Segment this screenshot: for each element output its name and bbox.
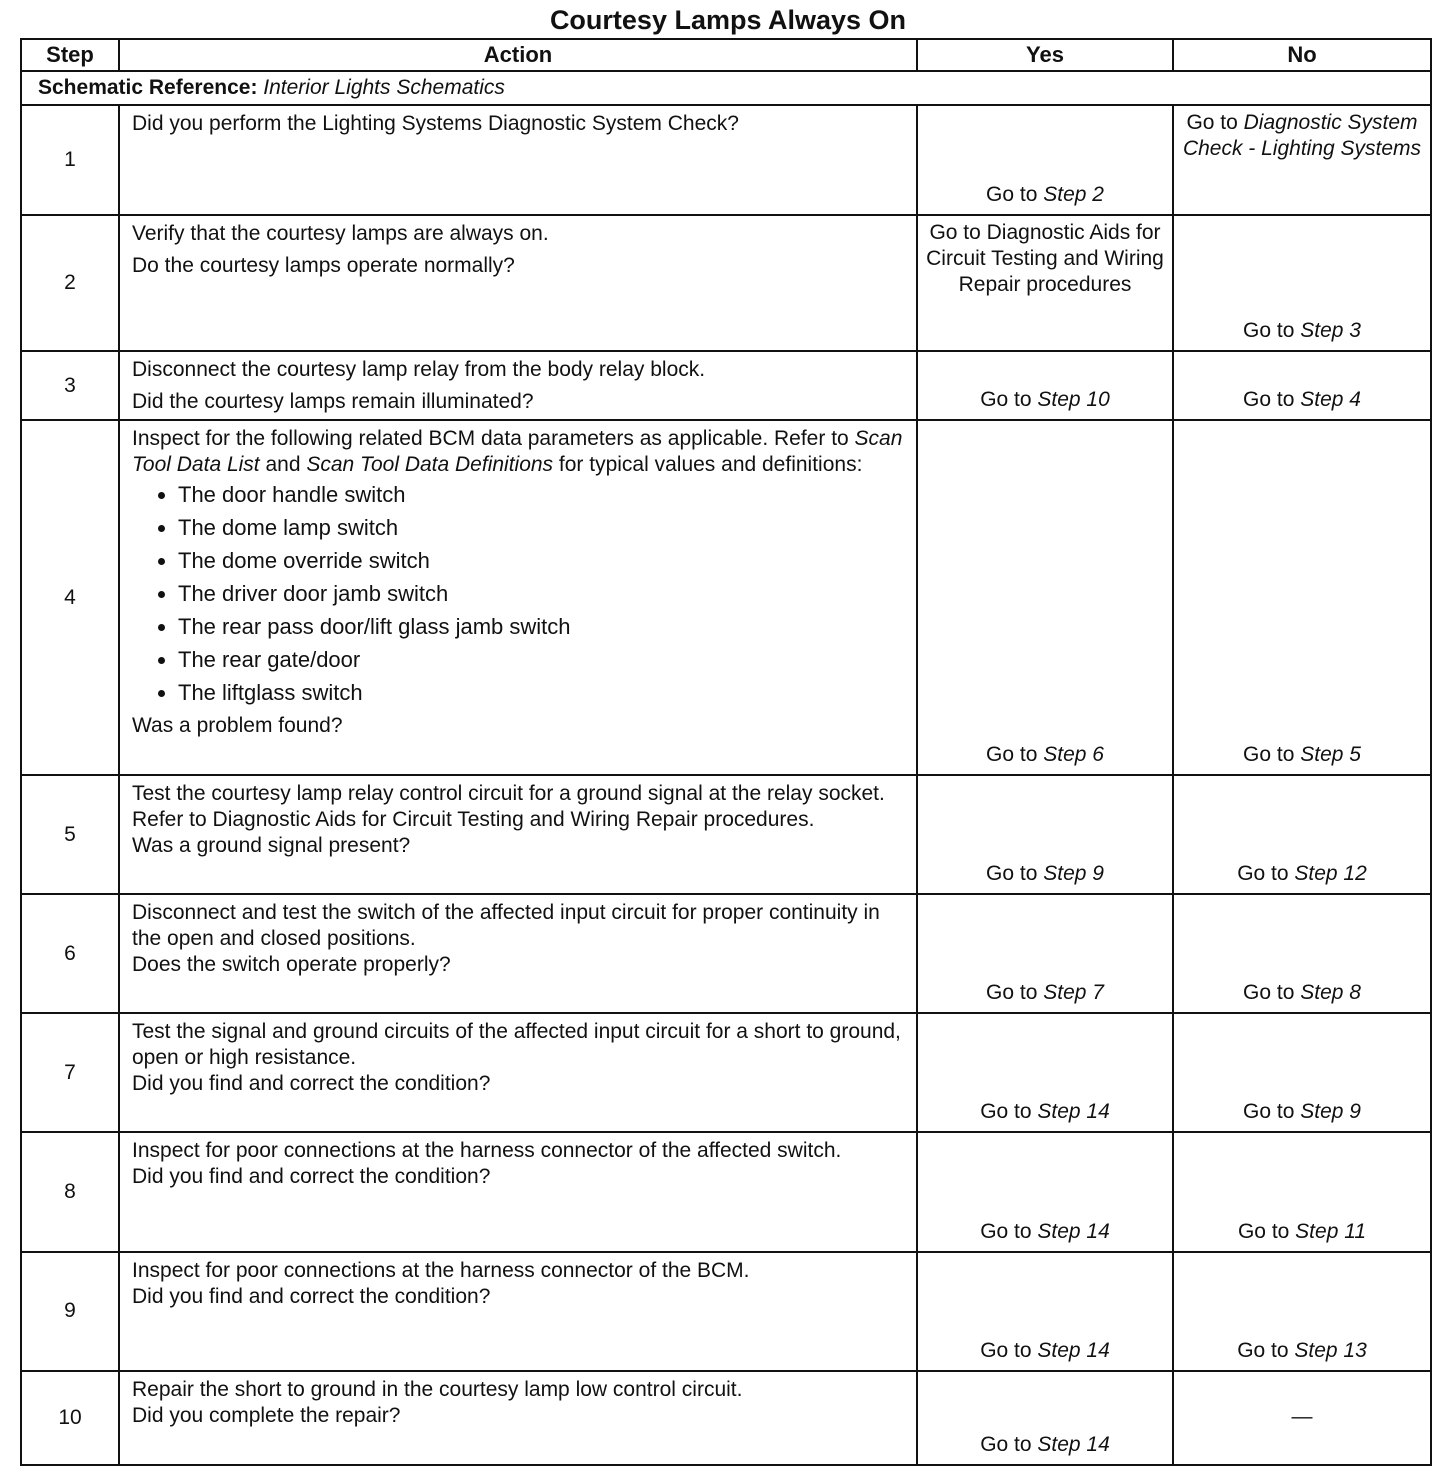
yes-link[interactable]: Step 2 (1043, 183, 1104, 207)
table-row (21, 105, 1431, 215)
schematic-label: Schematic Reference: (38, 76, 258, 100)
scan-tool-data-list-link[interactable]: Scan Tool Data List (132, 427, 903, 477)
table-row (21, 351, 1431, 420)
action-question: Does the switch operate properly? (132, 953, 451, 977)
yes-cell (917, 1013, 1173, 1132)
table-row (21, 215, 1431, 351)
no-prefix: Go to (1237, 1338, 1295, 1362)
no-prefix: Go to (1243, 981, 1301, 1005)
action-question: Did you complete the repair? (132, 1403, 401, 1427)
step-number: 3 (21, 351, 119, 420)
yes-prefix: Go to (986, 183, 1044, 207)
yes-cell (917, 215, 1173, 351)
table-row (21, 775, 1431, 894)
step-number: 1 (21, 105, 119, 215)
no-link[interactable]: Step 8 (1300, 981, 1361, 1005)
action-text: Inspect for poor connections at the harness connector of the affected switch. (132, 1139, 842, 1163)
action-text-part: for typical values and definitions: (553, 453, 863, 477)
action-cell (119, 775, 917, 894)
header-yes: Yes (917, 39, 1173, 71)
no-cell (1173, 105, 1431, 215)
header-step: Step (21, 39, 119, 71)
yes-cell (917, 1371, 1173, 1465)
no-cell (1173, 420, 1431, 775)
no-prefix: Go to (1243, 319, 1301, 343)
action-text: Verify that the courtesy lamps are always on. (132, 222, 549, 246)
action-question: Did you find and correct the condition? (132, 1072, 491, 1096)
schematic-reference-row (21, 71, 1431, 105)
no-cell (1173, 894, 1431, 1013)
no-prefix: Go to (1243, 1100, 1301, 1124)
no-link[interactable]: Step 4 (1300, 388, 1361, 412)
list-item: • The liftglass switch (178, 680, 906, 706)
list-item: • The rear pass door/lift glass jamb switch (178, 614, 906, 640)
table-row (21, 894, 1431, 1013)
action-question: Did you find and correct the condition? (132, 1165, 491, 1189)
action-text: Disconnect and test the switch of the affected input circuit for proper continuity in the open and closed positions. (132, 901, 880, 951)
action-text: Disconnect the courtesy lamp relay from the body relay block. (132, 358, 706, 382)
action-question: Did the courtesy lamps remain illuminated? (132, 390, 534, 414)
yes-link[interactable]: Go to Diagnostic Aids for Circuit Testing and Wiring Repair procedures (926, 221, 1164, 297)
no-cell (1173, 1252, 1431, 1371)
action-cell (119, 1252, 917, 1371)
no-link[interactable]: Step 13 (1294, 1338, 1367, 1362)
action-question: Was a problem found? (132, 714, 343, 738)
no-cell (1173, 1132, 1431, 1251)
step-number: 5 (21, 775, 119, 894)
no-link[interactable]: Step 5 (1300, 742, 1361, 766)
yes-prefix: Go to (980, 388, 1038, 412)
no-prefix: Go to (1186, 111, 1244, 135)
action-question: Was a ground signal present? (132, 833, 411, 857)
table-row (21, 420, 1431, 775)
list-item: • The driver door jamb switch (178, 581, 906, 607)
no-link[interactable]: Step 9 (1300, 1100, 1361, 1124)
action-text-part: and (259, 453, 307, 477)
action-cell (119, 215, 917, 351)
step-number: 7 (21, 1013, 119, 1132)
no-cell (1173, 775, 1431, 894)
action-text: Test the courtesy lamp relay control circuit for a ground signal at the relay socket. Refer to Diagnostic Aids for Circuit Testing and Wiring Repair procedures. (132, 781, 885, 831)
yes-link[interactable]: Step 14 (1037, 1338, 1110, 1362)
action-question: Do the courtesy lamps operate normally? (132, 254, 515, 278)
header-row (21, 39, 1431, 71)
table-row (21, 1371, 1431, 1465)
schematic-reference (21, 71, 1431, 105)
yes-prefix: Go to (980, 1338, 1038, 1362)
action-cell (119, 351, 917, 420)
list-item: • The door handle switch (178, 482, 906, 508)
no-prefix: Go to (1243, 742, 1301, 766)
step-number: 8 (21, 1132, 119, 1251)
action-cell (119, 1132, 917, 1251)
yes-cell (917, 1132, 1173, 1251)
schematic-link[interactable]: Interior Lights Schematics (263, 76, 505, 100)
yes-link[interactable]: Step 10 (1037, 388, 1110, 412)
yes-prefix: Go to (986, 981, 1044, 1005)
action-cell (119, 105, 917, 215)
yes-prefix: Go to (986, 862, 1044, 886)
list-item: • The dome override switch (178, 548, 906, 574)
no-link[interactable]: Diagnostic System Check - Lighting Systems (1182, 111, 1422, 161)
no-link[interactable]: Step 3 (1300, 319, 1361, 343)
no-prefix: Go to (1237, 1219, 1296, 1243)
action-text-part: Inspect for the following related BCM data parameters as applicable. Refer to (132, 427, 855, 451)
yes-cell (917, 105, 1173, 215)
yes-prefix: Go to (980, 1219, 1038, 1243)
yes-cell (917, 351, 1173, 420)
page-title: Courtesy Lamps Always On (549, 5, 907, 35)
action-cell (119, 1371, 917, 1465)
action-text: Inspect for poor connections at the harness connector of the BCM. (132, 1258, 750, 1282)
step-number: 4 (21, 420, 119, 775)
action-cell (119, 1013, 917, 1132)
scan-tool-data-definitions-link[interactable]: Scan Tool Data Definitions (306, 453, 554, 477)
step-number: 6 (21, 894, 119, 1013)
no-link[interactable]: Step 11 (1295, 1219, 1367, 1243)
action-text: Did you perform the Lighting Systems Diagnostic System Check? (132, 112, 739, 136)
no-link[interactable]: Step 12 (1294, 862, 1367, 886)
diagnostic-table (20, 38, 1432, 1466)
no-cell (1173, 351, 1431, 420)
yes-prefix: Go to (986, 742, 1044, 766)
yes-link[interactable]: Step 7 (1043, 981, 1104, 1005)
step-number: 10 (21, 1371, 119, 1465)
no-cell (1173, 1013, 1431, 1132)
list-item: • The dome lamp switch (178, 515, 906, 541)
table-row (21, 1132, 1431, 1251)
yes-link[interactable]: Step 9 (1043, 862, 1104, 886)
yes-link[interactable]: Step 14 (1037, 1100, 1110, 1124)
list-item: • The rear gate/door (178, 647, 906, 673)
yes-link[interactable]: Step 14 (1037, 1219, 1110, 1243)
action-text (132, 426, 906, 478)
header-no: No (1173, 39, 1431, 71)
yes-cell (917, 894, 1173, 1013)
action-cell (119, 420, 917, 775)
yes-cell (917, 775, 1173, 894)
table-row (21, 1013, 1431, 1132)
action-text: Test the signal and ground circuits of the affected input circuit for a short to ground, open or high resistance. (132, 1020, 901, 1070)
yes-link[interactable]: Step 14 (1037, 1433, 1110, 1456)
yes-prefix: Go to (980, 1433, 1038, 1456)
yes-prefix: Go to (980, 1100, 1038, 1124)
no-prefix: Go to (1243, 388, 1301, 412)
step-number: 2 (21, 215, 119, 351)
yes-link[interactable]: Step 6 (1043, 742, 1104, 766)
no-cell (1173, 215, 1431, 351)
header-action: Action (119, 39, 917, 71)
action-question: Did you find and correct the condition? (132, 1284, 491, 1308)
table-row (21, 1252, 1431, 1371)
action-text: Repair the short to ground in the courtesy lamp low control circuit. (132, 1377, 743, 1401)
no-dash: — (1291, 1404, 1313, 1428)
action-cell (119, 894, 917, 1013)
no-cell (1173, 1371, 1431, 1465)
parameter-list (132, 482, 906, 706)
yes-cell (917, 420, 1173, 775)
yes-cell (917, 1252, 1173, 1371)
step-number: 9 (21, 1252, 119, 1371)
no-prefix: Go to (1237, 862, 1295, 886)
